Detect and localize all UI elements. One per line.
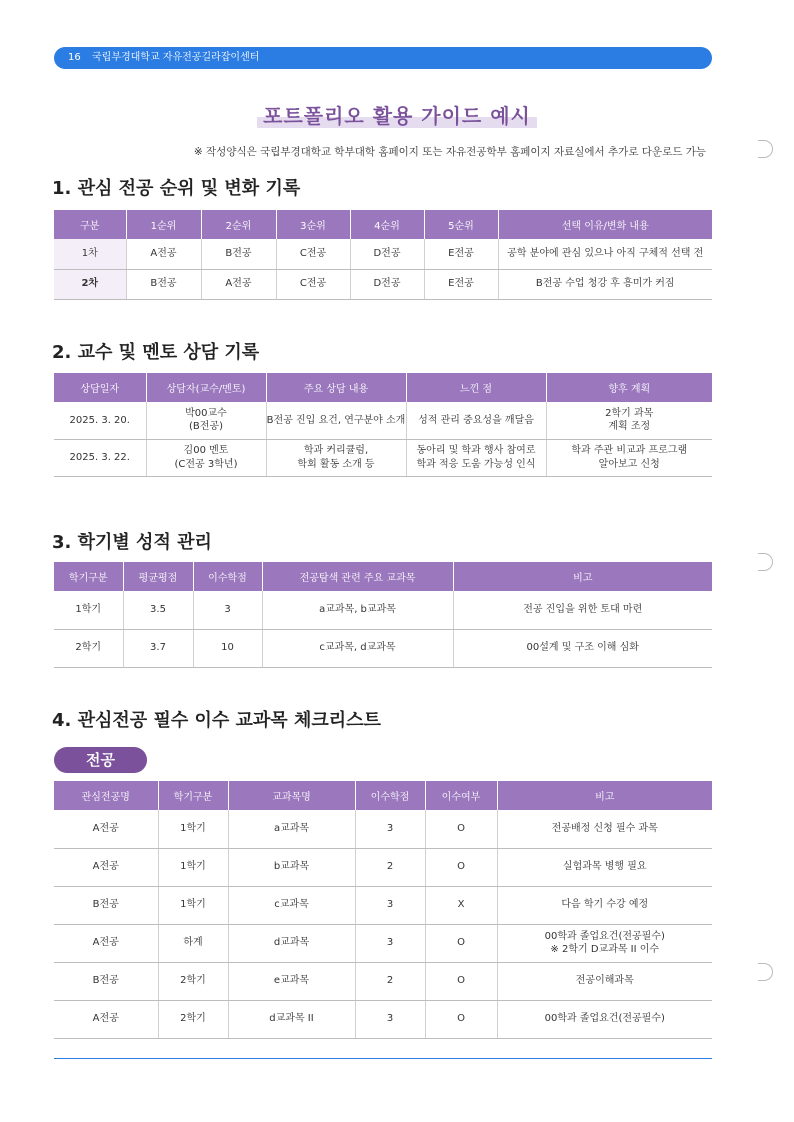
table-cell: 1학기 (158, 848, 228, 886)
table-cell: 3 (355, 1000, 425, 1038)
table-cell: C전공 (276, 269, 350, 299)
table-cell: O (425, 848, 497, 886)
table-cell: E전공 (424, 269, 498, 299)
required-course-checklist-table (54, 781, 712, 1039)
table-cell: 성적 관리 중요성을 깨달음 (406, 402, 546, 439)
download-note: ※ 작성양식은 국립부경대학교 학부대학 홈페이지 또는 자유전공학부 홈페이지 자료실에서 추가로 다운로드 가능 (193, 146, 706, 158)
column-header: 상담자(교수/멘토) (146, 373, 266, 402)
table-cell: 전공배정 신청 필수 과목 (497, 810, 712, 848)
table-cell: 공학 분야에 관심 있으나 아직 구체적 선택 전 (498, 239, 712, 269)
table-cell: a교과목, b교과목 (262, 591, 453, 629)
table-cell: d교과목 (228, 924, 355, 962)
column-header: 교과목명 (228, 781, 355, 810)
table-cell: 1학기 (158, 810, 228, 848)
table-cell: c교과목 (228, 886, 355, 924)
column-header: 1순위 (126, 210, 201, 239)
table-cell: A전공 (54, 1000, 158, 1038)
table-cell: O (425, 924, 497, 962)
table-cell: a교과목 (228, 810, 355, 848)
table-cell: 2학기 (54, 629, 123, 667)
table-cell: 학과 커리큘럼, 학회 활동 소개 등 (266, 439, 406, 476)
column-header: 느낀 점 (406, 373, 546, 402)
section4-title: 4. 관심전공 필수 이수 교과목 체크리스트 (52, 710, 381, 731)
table-cell: 실험과목 병행 필요 (497, 848, 712, 886)
column-header: 2순위 (201, 210, 276, 239)
column-header: 상담일자 (54, 373, 146, 402)
column-header: 5순위 (424, 210, 498, 239)
column-header: 향후 계획 (546, 373, 712, 402)
table-cell: B전공 (201, 239, 276, 269)
table-row (54, 848, 712, 886)
table-cell: 3 (355, 810, 425, 848)
table-cell: O (425, 962, 497, 1000)
table-cell: A전공 (54, 848, 158, 886)
page-header-bar (54, 47, 712, 69)
table-cell: 2차 (54, 269, 126, 299)
table-cell: O (425, 810, 497, 848)
binding-hole-mark (758, 140, 773, 158)
section2-title: 2. 교수 및 멘토 상담 기록 (52, 342, 260, 363)
table-cell: 다음 학기 수강 예정 (497, 886, 712, 924)
table-cell: B전공 수업 청강 후 흥미가 커짐 (498, 269, 712, 299)
table-cell: 3 (355, 886, 425, 924)
table-cell: 00학과 졸업요건(전공필수) (497, 1000, 712, 1038)
table-cell: 00설계 및 구조 이해 심화 (453, 629, 712, 667)
footer-divider (54, 1058, 712, 1059)
column-header: 이수학점 (355, 781, 425, 810)
table-cell: 2학기 과목 계획 조정 (546, 402, 712, 439)
table-cell: b교과목 (228, 848, 355, 886)
page-title: 포트폴리오 활용 가이드 예시 (0, 100, 794, 129)
table-cell: 박00교수 (B전공) (146, 402, 266, 439)
table-cell: 3 (193, 591, 262, 629)
column-header: 3순위 (276, 210, 350, 239)
table-cell: 2 (355, 962, 425, 1000)
table-cell: B전공 (54, 886, 158, 924)
table-cell: 전공이해과목 (497, 962, 712, 1000)
table-cell: 2025. 3. 22. (54, 439, 146, 476)
binding-hole-mark (758, 553, 773, 571)
table-cell: O (425, 1000, 497, 1038)
table-row (54, 269, 712, 299)
table-cell: 1학기 (54, 591, 123, 629)
major-category-pill: 전공 (54, 747, 147, 773)
table-cell: B전공 (54, 962, 158, 1000)
column-header: 선택 이유/변화 내용 (498, 210, 712, 239)
table-cell: A전공 (54, 810, 158, 848)
column-header: 이수여부 (425, 781, 497, 810)
table-row (54, 1000, 712, 1038)
table-cell: 1학기 (158, 886, 228, 924)
column-header: 전공탐색 관련 주요 교과목 (262, 562, 453, 591)
table-cell: 2학기 (158, 962, 228, 1000)
table-row (54, 629, 712, 667)
table-cell: A전공 (201, 269, 276, 299)
table-cell: 학과 주관 비교과 프로그램 알아보고 신청 (546, 439, 712, 476)
column-header: 평균평점 (123, 562, 193, 591)
table-cell: B전공 진입 요건, 연구분야 소개 (266, 402, 406, 439)
column-header: 4순위 (350, 210, 424, 239)
table-cell: 2 (355, 848, 425, 886)
table-cell: c교과목, d교과목 (262, 629, 453, 667)
table-row (54, 810, 712, 848)
section3-title: 3. 학기별 성적 관리 (52, 532, 212, 553)
table-row (54, 402, 712, 439)
section1-title: 1. 관심 전공 순위 및 변화 기록 (52, 178, 301, 199)
table-row (54, 439, 712, 476)
table-cell: A전공 (126, 239, 201, 269)
table-row (54, 239, 712, 269)
binding-hole-mark (758, 963, 773, 981)
header-org-name: 국립부경대학교 자유전공길라잡이센터 (92, 52, 260, 63)
table-cell: e교과목 (228, 962, 355, 1000)
table-cell: C전공 (276, 239, 350, 269)
table-cell: 2025. 3. 20. (54, 402, 146, 439)
page-number: 16 (68, 52, 81, 63)
table-cell: 00학과 졸업요건(전공필수) ※ 2학기 D교과목 II 이수 (497, 924, 712, 962)
table-cell: 1차 (54, 239, 126, 269)
table-cell: 동아리 및 학과 행사 참여로 학과 적응 도움 가능성 인식 (406, 439, 546, 476)
table-cell: 3.5 (123, 591, 193, 629)
table-cell: A전공 (54, 924, 158, 962)
column-header: 학기구분 (54, 562, 123, 591)
table-row (54, 962, 712, 1000)
column-header: 구분 (54, 210, 126, 239)
column-header: 주요 상담 내용 (266, 373, 406, 402)
table-cell: X (425, 886, 497, 924)
table-row (54, 924, 712, 962)
column-header: 비고 (497, 781, 712, 810)
table-cell: d교과목 II (228, 1000, 355, 1038)
table-cell: D전공 (350, 239, 424, 269)
column-header: 관심전공명 (54, 781, 158, 810)
column-header: 이수학점 (193, 562, 262, 591)
table-cell: 하계 (158, 924, 228, 962)
column-header: 학기구분 (158, 781, 228, 810)
table-row (54, 886, 712, 924)
table-cell: D전공 (350, 269, 424, 299)
table-cell: 전공 진입을 위한 토대 마련 (453, 591, 712, 629)
major-ranking-table (54, 210, 712, 300)
table-cell: 3 (355, 924, 425, 962)
column-header: 비고 (453, 562, 712, 591)
table-cell: 10 (193, 629, 262, 667)
table-cell: 3.7 (123, 629, 193, 667)
table-row (54, 591, 712, 629)
table-cell: E전공 (424, 239, 498, 269)
semester-grades-table (54, 562, 712, 668)
table-cell: 2학기 (158, 1000, 228, 1038)
counseling-record-table (54, 373, 712, 477)
table-cell: 김00 멘토 (C전공 3학년) (146, 439, 266, 476)
table-cell: B전공 (126, 269, 201, 299)
